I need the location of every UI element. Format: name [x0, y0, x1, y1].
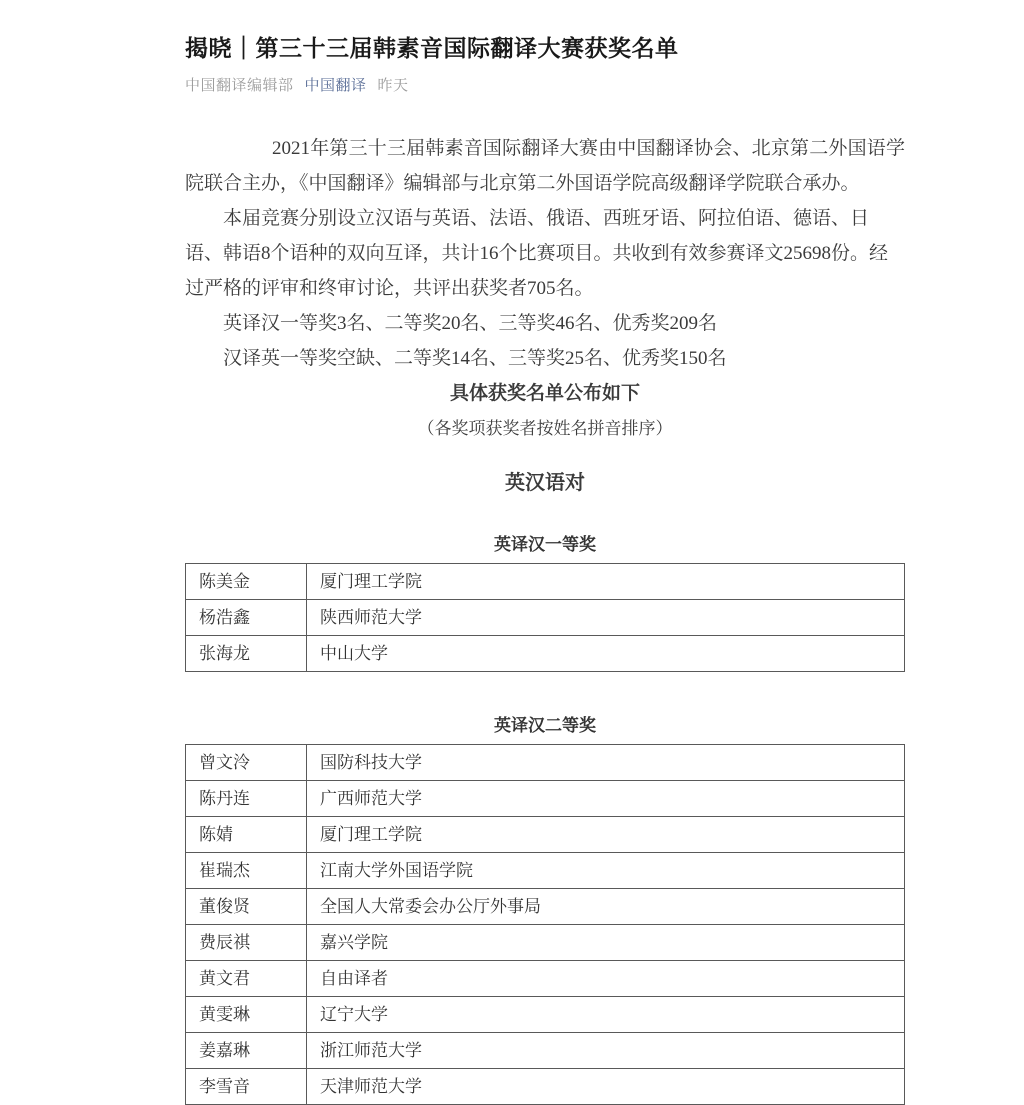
winner-name-cell: 陈丹连: [186, 781, 307, 817]
winner-name-cell: 陈美金: [186, 564, 307, 600]
announce-heading: 具体获奖名单公布如下: [449, 383, 640, 404]
award-table: [185, 563, 905, 672]
byline-date: 昨天: [377, 77, 409, 94]
winner-institution-cell: 自由译者: [307, 961, 905, 997]
table-row: [186, 745, 905, 781]
table-row: [186, 1033, 905, 1069]
winner-name-cell: 李雪音: [186, 1069, 307, 1105]
winner-name-cell: 曾文泠: [186, 745, 307, 781]
award-tables-container: [185, 533, 905, 1105]
table-row: [186, 925, 905, 961]
line-e2c-award-counts: 英译汉一等奖3名、二等奖20名、三等奖46名、优秀奖209名: [223, 313, 718, 334]
paragraph-organizers: 2021年第三十三届韩素音国际翻译大赛由中国翻译协会、北京第二外国语学院联合主办，《中国翻译》编辑部与北京第二外国语学院高级翻译学院联合承办。: [185, 138, 905, 194]
table-row: [186, 636, 905, 672]
table-row: [186, 889, 905, 925]
winner-institution-cell: 厦门理工学院: [307, 564, 905, 600]
table-row: [186, 781, 905, 817]
section-heading-english-chinese: 英汉语对: [505, 472, 585, 494]
table-row: [186, 997, 905, 1033]
winner-institution-cell: 中山大学: [307, 636, 905, 672]
paragraph-statistics: 本届竞赛分别设立汉语与英语、法语、俄语、西班牙语、阿拉伯语、德语、日语、韩语8个语种的双向互译，共计16个比赛项目。共收到有效参赛译文25698份。经过严格的评审和终审讨论，共评出获奖者705名。: [185, 208, 889, 299]
winner-name-cell: 张海龙: [186, 636, 307, 672]
winner-institution-cell: 国防科技大学: [307, 745, 905, 781]
award-section: [185, 533, 905, 672]
article-page: [185, 33, 905, 1105]
table-row: [186, 817, 905, 853]
winner-institution-cell: 厦门理工学院: [307, 817, 905, 853]
winner-institution-cell: 广西师范大学: [307, 781, 905, 817]
winner-name-cell: 黄雯琳: [186, 997, 307, 1033]
winner-institution-cell: 天津师范大学: [307, 1069, 905, 1105]
table-row: [186, 1069, 905, 1105]
winner-institution-cell: 陕西师范大学: [307, 600, 905, 636]
table-row: [186, 600, 905, 636]
winner-institution-cell: 江南大学外国语学院: [307, 853, 905, 889]
byline: [185, 74, 905, 95]
winner-name-cell: 杨浩鑫: [186, 600, 307, 636]
award-table-heading: 英译汉二等奖: [494, 716, 596, 735]
table-row: [186, 564, 905, 600]
byline-account-link[interactable]: 中国翻译: [304, 77, 367, 94]
winner-institution-cell: 嘉兴学院: [307, 925, 905, 961]
winner-name-cell: 崔瑞杰: [186, 853, 307, 889]
line-c2e-award-counts: 汉译英一等奖空缺、二等奖14名、三等奖25名、优秀奖150名: [223, 348, 727, 369]
award-table-heading: 英译汉一等奖: [494, 535, 596, 554]
table-row: [186, 853, 905, 889]
table-row: [186, 961, 905, 997]
winner-name-cell: 陈婧: [186, 817, 307, 853]
winner-name-cell: 费辰祺: [186, 925, 307, 961]
article-body: [185, 131, 905, 1105]
award-table: [185, 744, 905, 1105]
award-section: [185, 714, 905, 1105]
winner-name-cell: 黄文君: [186, 961, 307, 997]
winner-name-cell: 姜嘉琳: [186, 1033, 307, 1069]
byline-author: 中国翻译编辑部: [185, 77, 294, 94]
winner-name-cell: 董俊贤: [186, 889, 307, 925]
winner-institution-cell: 辽宁大学: [307, 997, 905, 1033]
winner-institution-cell: 全国人大常委会办公厅外事局: [307, 889, 905, 925]
winner-institution-cell: 浙江师范大学: [307, 1033, 905, 1069]
announce-note: （各奖项获奖者按姓名拼音排序）: [417, 419, 673, 438]
article-title: 揭晓｜第三十三届韩素音国际翻译大赛获奖名单: [185, 35, 679, 61]
